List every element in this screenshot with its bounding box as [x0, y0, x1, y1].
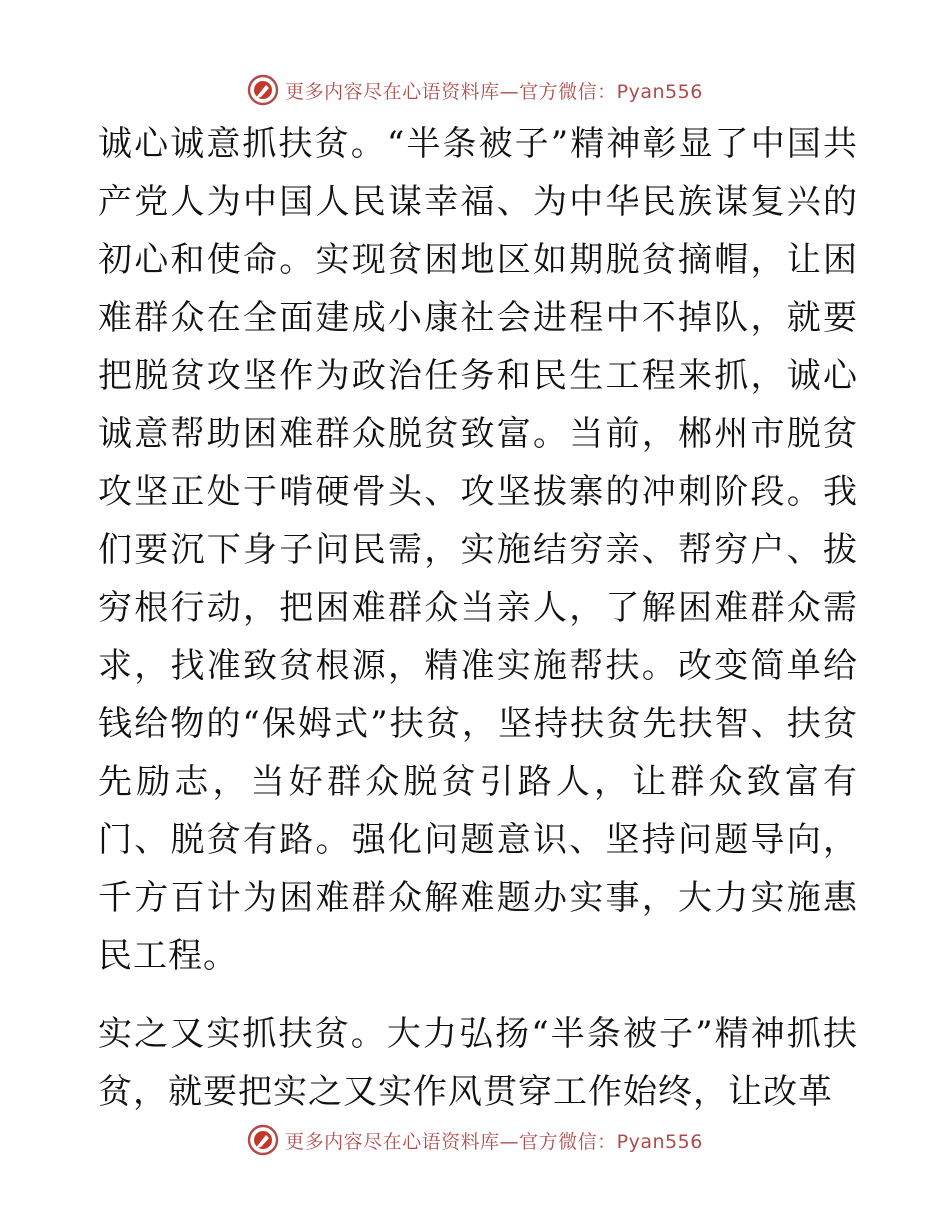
footer-banner-text: 更多内容尽在心语资料库—官方微信：Pyan556 [285, 1130, 703, 1153]
pen-nib-logo-icon [247, 1124, 279, 1156]
paragraph: 实之又实抓扶贫。大力弘扬“半条被子”精神抓扶贫，就要把实之又实作风贯穿工作始终，让改革 [98, 1014, 858, 1112]
header-banner [0, 70, 950, 110]
document-body [98, 115, 858, 1121]
header-banner-text: 更多内容尽在心语资料库—官方微信：Pyan556 [285, 80, 703, 103]
pen-nib-logo-icon [247, 74, 279, 106]
footer-banner [0, 1120, 950, 1160]
paragraph: 诚心诚意抓扶贫。“半条被子”精神彰显了中国共产党人为中国人民谋幸福、为中华民族谋复兴的初心和使命。实现贫困地区如期脱贫摘帽，让困难群众在全面建成小康社会进程中不掉队，就要把脱贫攻坚作为政治任务和民生工程来抓，诚心诚意帮助困难群众脱贫致富。当前，郴州市脱贫攻坚正处于啃硬骨头、攻坚拔寨的冲刺阶段。我们要沉下身子问民需，实施结穷亲、帮穷户、拔穷根行动，把困难群众当亲人，了解困难群众需求，找准致贫根源，精准实施帮扶。改变简单给钱给物的“保姆式”扶贫，坚持扶贫先扶智、扶贫先励志，当好群众脱贫引路人，让群众致富有门、脱贫有路。强化问题意识、坚持问题导向，千方百计为困难群众解难题办实事，大力实施惠民工程。 [98, 124, 858, 976]
